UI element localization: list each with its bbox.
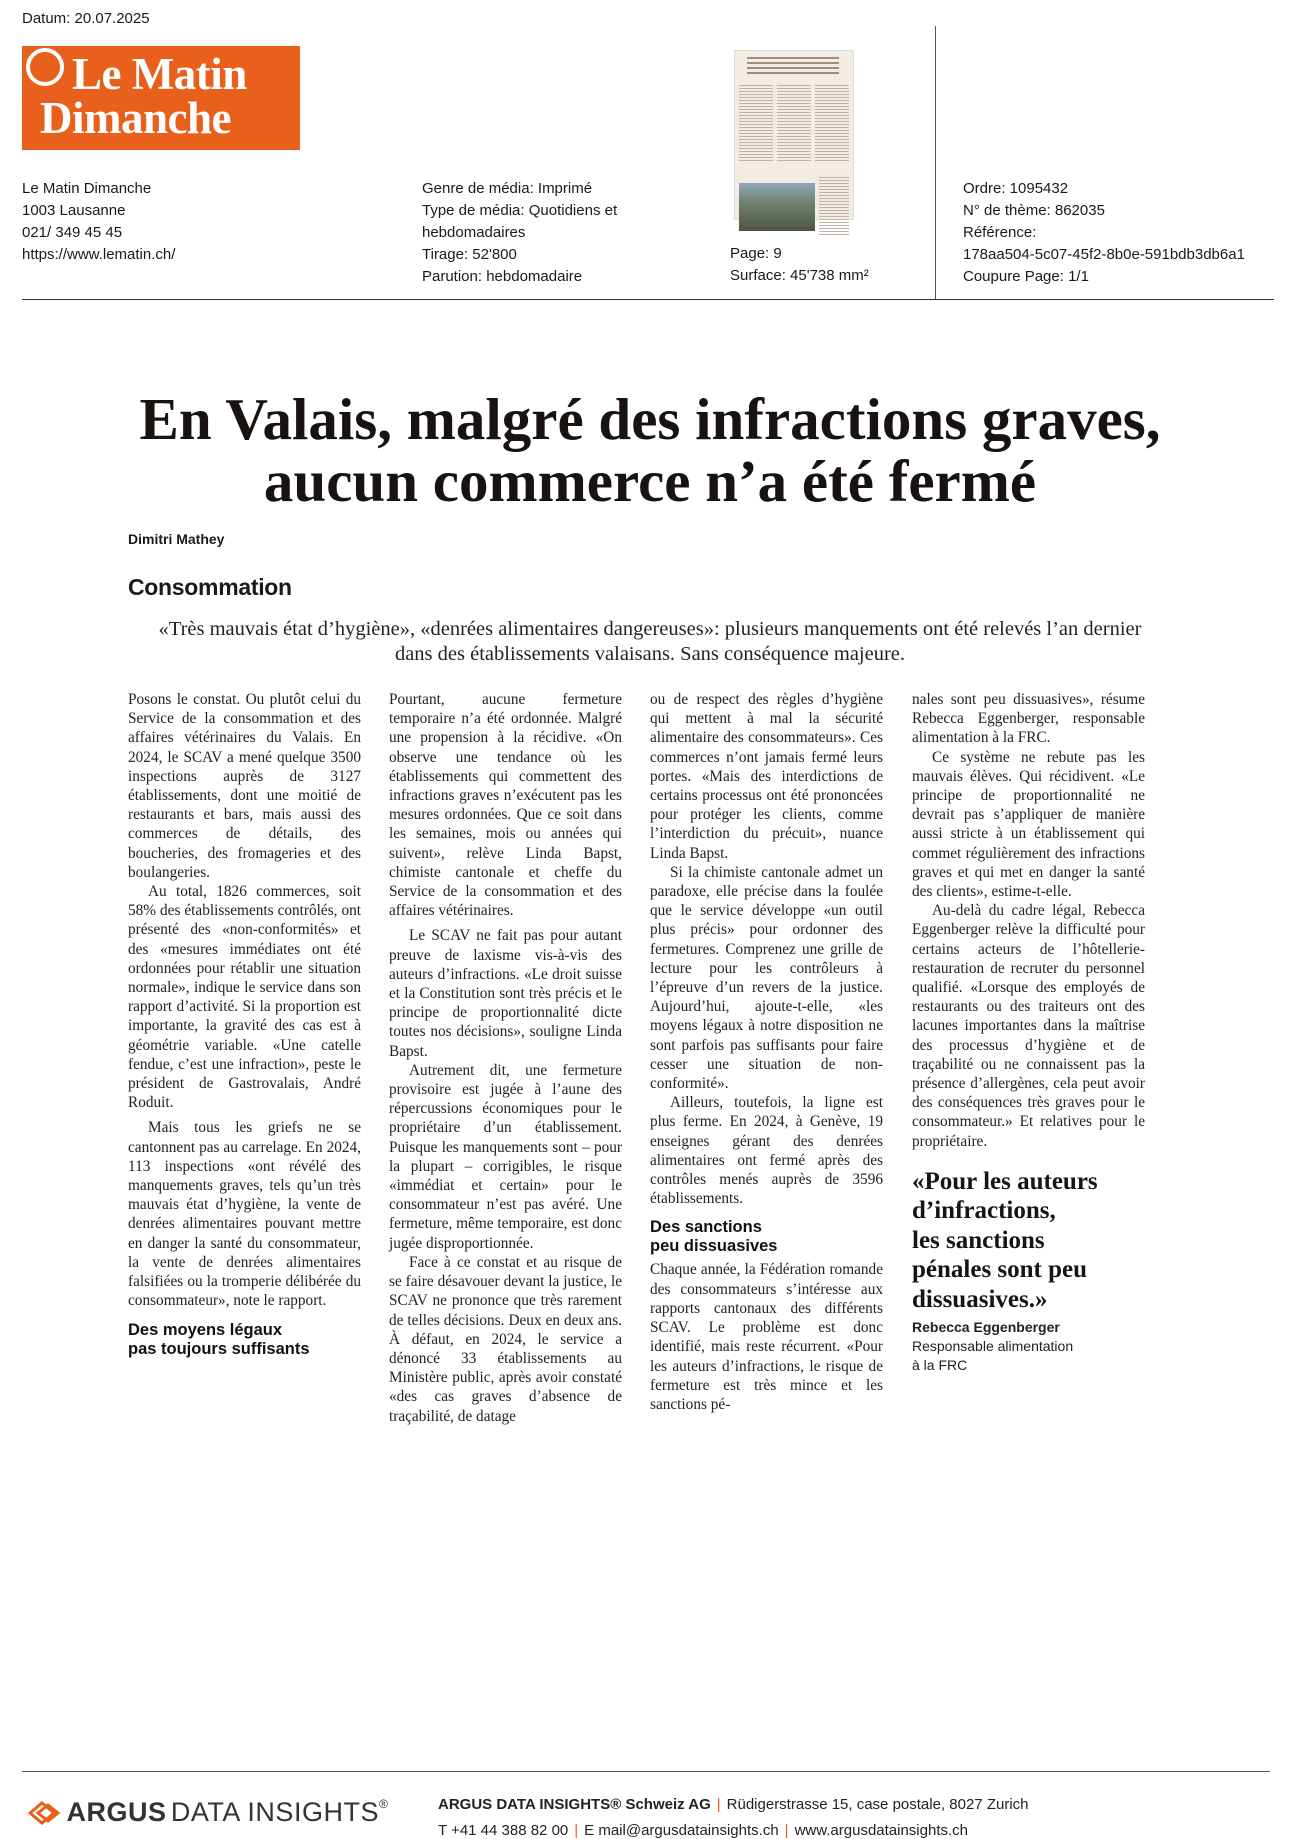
media-info — [422, 178, 617, 288]
article-column-4 — [912, 690, 1145, 1375]
quote-role-line: à la FRC — [912, 1357, 968, 1374]
paragraph: Mais tous les griefs ne se cantonnent pas au carrelage. En 2024, 113 inspections «ont révélé des manquements graves, tels qu’un très mauvais état d’hygiène, la vente de denrées alimentaires pouvant mettre en danger la santé du consommateur, la vente de denrées alimentaires falsifiées ou la tromperie délibérée du consommateur», note le rapport. — [128, 1119, 361, 1310]
page-info — [730, 243, 869, 287]
subheading — [128, 1321, 361, 1359]
thumbnail-text-block — [777, 85, 811, 163]
article-headline — [100, 388, 1200, 512]
publisher-info — [22, 178, 175, 266]
paragraph: Ailleurs, toutefois, la ligne est plus ferme. En 2024, à Genève, 19 enseignes gérant des denrées alimentaires ont fermé après des contrôles menés auprès de 3596 établissements. — [650, 1094, 883, 1208]
thumbnail-text-block — [819, 177, 849, 235]
publisher-name: Le Matin Dimanche — [22, 180, 152, 197]
quote-author: Rebecca Eggenberger — [912, 1319, 1060, 1336]
logo-line-1: Le Matin — [72, 49, 247, 99]
argus-logo — [28, 1797, 388, 1831]
footer-rule — [22, 1771, 1270, 1772]
thumbnail-text-block — [815, 85, 849, 163]
paragraph: ou de respect des règles d’hygiène qui mettent à mal la sécurité alimentaire des consommateurs». Ces commerces n’ont jamais fermé leurs portes. «Mais des interdictions de certains processus ont été prononcées pour protéger les clients, comme l’interdiction du précuit», nuance Linda Bapst. — [650, 691, 883, 862]
page-number: Page: 9 — [730, 245, 782, 262]
registered-mark: ® — [378, 1797, 389, 1811]
media-genre: Genre de média: Imprimé — [422, 180, 593, 197]
media-tirage: Tirage: 52'800 — [422, 246, 517, 263]
thumbnail-text-block — [739, 85, 773, 163]
paragraph: Ce système ne rebute pas les mauvais élèves. Qui récidivent. «Le principe de proportionnalité ne devrait pas s’appliquer de manière aussi stricte à un établissement qui commet régulièrement des infractions graves et qui met en danger la santé des clients», estime-t-elle. — [912, 748, 1145, 901]
footer-firm: ARGUS DATA INSIGHTS® Schweiz AG — [438, 1796, 711, 1813]
page-surface: Surface: 45'738 mm² — [730, 267, 869, 284]
theme-number: N° de thème: 862035 — [963, 202, 1105, 219]
quote-line: d’infractions, — [912, 1197, 1056, 1225]
subheading — [650, 1218, 883, 1256]
paragraph: Posons le constat. Ou plutôt celui du Service de la consommation et des affaires vétérinaires du Valais. En 2024, le SCAV a mené quelque 3500 inspections auprès de 3127 établissements, dont une moitié de restaurants et bars, mais aussi des commerces de détails, des boucheries, des fromageries et des boulangeries. — [128, 691, 361, 881]
media-type: Type de média: Quotidiens et — [422, 202, 618, 219]
publisher-city: 1003 Lausanne — [22, 202, 126, 219]
article-column-3 — [650, 690, 883, 1414]
paragraph: nales sont peu dissuasives», résume Rebecca Eggenberger, responsable alimentation à la FRC. — [912, 691, 1145, 747]
media-parution: Parution: hebdomadaire — [422, 268, 583, 285]
clipping-page: Coupure Page: 1/1 — [963, 268, 1089, 285]
headline-line-1: En Valais, malgré des infractions graves, — [139, 386, 1161, 452]
subheading-line: Des moyens légaux — [128, 1320, 283, 1339]
logo-circle-icon — [26, 48, 64, 86]
media-type-cont: hebdomadaires — [422, 224, 526, 241]
document-date: Datum: 20.07.2025 — [22, 10, 150, 27]
paragraph: Le SCAV ne fait pas pour autant preuve de laxisme vis-à-vis des auteurs d’infractions. «Le droit suisse et la Constitution sont très précis et le principe de proportionnalité dicte toutes nos décisions», souligne Linda Bapst. — [389, 927, 622, 1060]
publisher-url[interactable]: https://www.lematin.ch/ — [22, 246, 176, 263]
quote-line: pénales sont peu — [912, 1256, 1088, 1284]
footer-web[interactable]: www.argusdatainsights.ch — [794, 1822, 969, 1839]
footer-separator: | — [574, 1822, 579, 1839]
quote-line: dissuasives.» — [912, 1285, 1048, 1313]
order-info — [963, 178, 1245, 288]
subheading-line: pas toujours suffisants — [128, 1339, 310, 1358]
quote-role — [912, 1337, 1145, 1375]
paragraph: Au total, 1826 commerces, soit 58% des établissements contrôlés, ont présenté des «non-conformités» et des «mesures immédiates ont été ordonnées pour rétablir une situation normale», indique le service dans son rapport d’activité. Si la proportion est importante, la gravité des cas est à géométrie variable. «Une catelle fendue, c’est une infraction», peste le président de Gastrovalais, André Roduit. — [128, 883, 361, 1112]
paragraph: Si la chimiste cantonale admet un paradoxe, elle précise dans la foulée que le service développe «un outil plus précis» pour ordonner des fermetures. Comprenez une grille de lecture pour les contrôleurs à l’épreuve d’un revers de la justice. Aujourd’hui, ajoute-t-elle, «les moyens légaux à notre disposition ne sont parfois pas suffisants pour faire cesser une situation de non-conformité». — [650, 863, 883, 1093]
footer-email[interactable]: E mail@argusdatainsights.ch — [584, 1822, 779, 1839]
thumbnail-photo — [739, 183, 815, 231]
header-rule — [22, 299, 1274, 300]
logo-line-2: Dimanche — [40, 93, 231, 143]
argus-logo-bold: ARGUS — [66, 1797, 167, 1827]
paragraph: Pourtant, aucune fermeture temporaire n’a été ordonnée. Malgré une propension à la récidive. «On observe une tendance où les établissements qui commettent des infractions graves n’exécutent pas les mesures ordonnées. Que ce soit dans les semaines, mois ou années qui suivent», relève Linda Bapst, chimiste cantonale et cheffe du Service de la consommation et des affaires vétérinaires. — [389, 691, 622, 920]
reference-label: Référence: — [963, 224, 1037, 241]
paragraph: Chaque année, la Fédération romande des consommateurs s’intéresse aux rapports cantonaux des différents SCAV. Le problème est donc identifié, mais reste récurrent. «Pour les auteurs d’infractions, le risque de fermeture est très mince et les sanctions pé- — [650, 1261, 883, 1413]
article-column-1 — [128, 690, 361, 1363]
article-lead — [120, 617, 1180, 667]
order-number: Ordre: 1095432 — [963, 180, 1069, 197]
footer-phone: T +41 44 388 82 00 — [438, 1822, 569, 1839]
lead-line-2: dans des établissements valaisans. Sans conséquence majeure. — [394, 643, 906, 665]
quote-line: les sanctions — [912, 1226, 1045, 1254]
subheading-line: Des sanctions — [650, 1218, 762, 1237]
article-author: Dimitri Mathey — [128, 531, 225, 547]
argus-logo-text: DATA INSIGHTS — [170, 1797, 379, 1827]
footer-separator: | — [716, 1796, 721, 1813]
headline-line-2: aucun commerce n’a été fermé — [263, 448, 1037, 514]
footer-address: Rüdigerstrasse 15, case postale, 8027 Zurich — [726, 1796, 1029, 1813]
pull-quote — [912, 1167, 1145, 1315]
reference-id: 178aa504-5c07-45f2-8b0e-591bdb3db6a1 — [963, 246, 1245, 263]
paragraph: Autrement dit, une fermeture provisoire est jugée à l’aune des répercussions économiques pour le propriétaire d’un établissement. Puisque les manquements sont – pour la plupart – corrigibles, le risque «immédiat et certain» pour le consommateur n’est pas avéré. Une fermeture, même temporaire, est donc jugée disproportionnée. — [389, 1061, 622, 1252]
article-column-2 — [389, 690, 622, 1426]
publisher-phone: 021/ 349 45 45 — [22, 224, 123, 241]
paragraph: Face à ce constat et au risque de se faire désavouer devant la justice, le SCAV ne prononce que très rarement de telles décisions. Deux en deux ans. À défaut, en 2024, le service a dénoncé 33 établissements au Ministère public, après avoir constaté «des cas graves d’absence de traçabilité, de datage — [389, 1253, 622, 1425]
thumbnail-headline — [747, 57, 839, 77]
subheading-line: peu dissuasives — [650, 1237, 778, 1256]
argus-chevron-icon — [28, 1800, 62, 1826]
article-rubric: Consommation — [128, 574, 292, 600]
footer-contact-line — [438, 1822, 968, 1839]
quote-line: «Pour les auteurs — [912, 1167, 1098, 1195]
header-divider — [935, 26, 936, 300]
paragraph: Au-delà du cadre légal, Rebecca Eggenberger relève la difficulté pour certains acteurs de l’hôtellerie-restauration de recruter du personnel qualifié. «Lorsque des employés de restaurants ou des traiteurs ont des lacunes importantes dans la maîtrise des processus d’hygiène et de traçabilité ou ne connaissent pas la présence d’allergènes, cela peut avoir des conséquences très graves pour le consommateur.» Et relatives pour le propriétaire. — [912, 902, 1145, 1150]
lead-line-1: «Très mauvais état d’hygiène», «denrées alimentaires dangereuses»: plusieurs manquements ont été relevés l’an dernier — [158, 618, 1142, 640]
newspaper-logo — [22, 46, 300, 150]
page-thumbnail — [734, 50, 854, 220]
footer-separator: | — [784, 1822, 789, 1839]
footer-address-line — [438, 1796, 1029, 1813]
quote-role-line: Responsable alimentation — [912, 1338, 1074, 1355]
